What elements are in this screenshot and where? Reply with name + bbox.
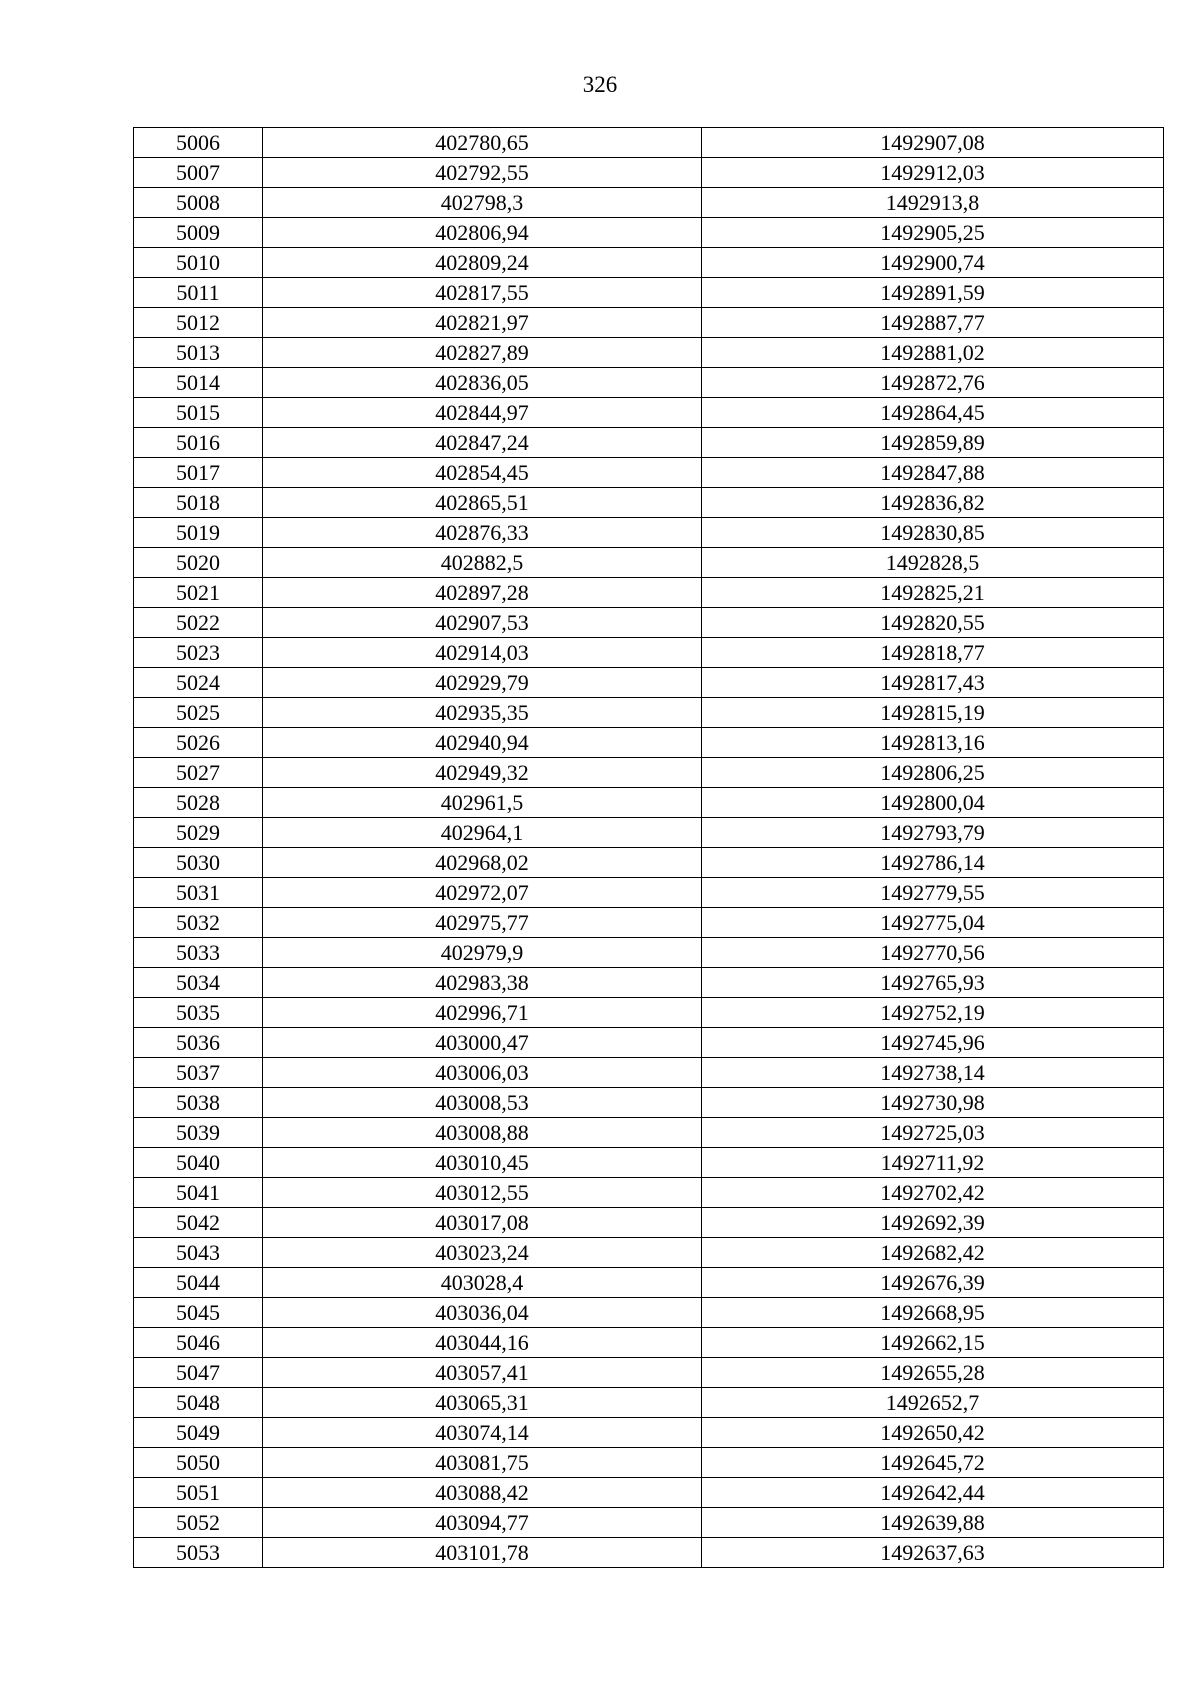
y-coordinate-cell: 1492905,25 bbox=[702, 218, 1164, 248]
y-coordinate-cell: 1492912,03 bbox=[702, 158, 1164, 188]
x-coordinate-cell: 402940,94 bbox=[263, 728, 702, 758]
point-number-cell: 5030 bbox=[134, 848, 263, 878]
point-number-cell: 5038 bbox=[134, 1088, 263, 1118]
x-coordinate-cell: 402914,03 bbox=[263, 638, 702, 668]
table-row bbox=[134, 1508, 1164, 1538]
x-coordinate-cell: 403094,77 bbox=[263, 1508, 702, 1538]
point-number-cell: 5024 bbox=[134, 668, 263, 698]
table-row bbox=[134, 248, 1164, 278]
y-coordinate-cell: 1492655,28 bbox=[702, 1358, 1164, 1388]
point-number-cell: 5008 bbox=[134, 188, 263, 218]
y-coordinate-cell: 1492913,8 bbox=[702, 188, 1164, 218]
y-coordinate-cell: 1492825,21 bbox=[702, 578, 1164, 608]
point-number-cell: 5049 bbox=[134, 1418, 263, 1448]
table-row bbox=[134, 788, 1164, 818]
table-row bbox=[134, 1238, 1164, 1268]
point-number-cell: 5018 bbox=[134, 488, 263, 518]
y-coordinate-cell: 1492779,55 bbox=[702, 878, 1164, 908]
table-row bbox=[134, 578, 1164, 608]
table-row bbox=[134, 1028, 1164, 1058]
x-coordinate-cell: 402949,32 bbox=[263, 758, 702, 788]
point-number-cell: 5029 bbox=[134, 818, 263, 848]
y-coordinate-cell: 1492817,43 bbox=[702, 668, 1164, 698]
x-coordinate-cell: 403017,08 bbox=[263, 1208, 702, 1238]
y-coordinate-cell: 1492745,96 bbox=[702, 1028, 1164, 1058]
point-number-cell: 5037 bbox=[134, 1058, 263, 1088]
y-coordinate-cell: 1492645,72 bbox=[702, 1448, 1164, 1478]
y-coordinate-cell: 1492730,98 bbox=[702, 1088, 1164, 1118]
table-row bbox=[134, 1418, 1164, 1448]
page-number: 326 bbox=[582, 72, 618, 97]
x-coordinate-cell: 402817,55 bbox=[263, 278, 702, 308]
table-row bbox=[134, 488, 1164, 518]
table-row bbox=[134, 128, 1164, 158]
y-coordinate-cell: 1492650,42 bbox=[702, 1418, 1164, 1448]
coordinates-table bbox=[133, 127, 1164, 1568]
point-number-cell: 5040 bbox=[134, 1148, 263, 1178]
point-number-cell: 5046 bbox=[134, 1328, 263, 1358]
table-row bbox=[134, 938, 1164, 968]
y-coordinate-cell: 1492859,89 bbox=[702, 428, 1164, 458]
point-number-cell: 5043 bbox=[134, 1238, 263, 1268]
x-coordinate-cell: 402929,79 bbox=[263, 668, 702, 698]
point-number-cell: 5031 bbox=[134, 878, 263, 908]
table-row bbox=[134, 758, 1164, 788]
table-row bbox=[134, 308, 1164, 338]
x-coordinate-cell: 402806,94 bbox=[263, 218, 702, 248]
y-coordinate-cell: 1492702,42 bbox=[702, 1178, 1164, 1208]
point-number-cell: 5021 bbox=[134, 578, 263, 608]
y-coordinate-cell: 1492836,82 bbox=[702, 488, 1164, 518]
y-coordinate-cell: 1492668,95 bbox=[702, 1298, 1164, 1328]
y-coordinate-cell: 1492907,08 bbox=[702, 128, 1164, 158]
y-coordinate-cell: 1492793,79 bbox=[702, 818, 1164, 848]
x-coordinate-cell: 403008,53 bbox=[263, 1088, 702, 1118]
point-number-cell: 5045 bbox=[134, 1298, 263, 1328]
y-coordinate-cell: 1492806,25 bbox=[702, 758, 1164, 788]
point-number-cell: 5026 bbox=[134, 728, 263, 758]
x-coordinate-cell: 403057,41 bbox=[263, 1358, 702, 1388]
x-coordinate-cell: 402972,07 bbox=[263, 878, 702, 908]
x-coordinate-cell: 403044,16 bbox=[263, 1328, 702, 1358]
point-number-cell: 5052 bbox=[134, 1508, 263, 1538]
x-coordinate-cell: 402983,38 bbox=[263, 968, 702, 998]
y-coordinate-cell: 1492765,93 bbox=[702, 968, 1164, 998]
x-coordinate-cell: 402792,55 bbox=[263, 158, 702, 188]
table-row bbox=[134, 368, 1164, 398]
table-row bbox=[134, 218, 1164, 248]
x-coordinate-cell: 402935,35 bbox=[263, 698, 702, 728]
point-number-cell: 5011 bbox=[134, 278, 263, 308]
point-number-cell: 5022 bbox=[134, 608, 263, 638]
point-number-cell: 5017 bbox=[134, 458, 263, 488]
point-number-cell: 5014 bbox=[134, 368, 263, 398]
point-number-cell: 5019 bbox=[134, 518, 263, 548]
table-row bbox=[134, 998, 1164, 1028]
table-row bbox=[134, 818, 1164, 848]
x-coordinate-cell: 402907,53 bbox=[263, 608, 702, 638]
y-coordinate-cell: 1492820,55 bbox=[702, 608, 1164, 638]
y-coordinate-cell: 1492847,88 bbox=[702, 458, 1164, 488]
point-number-cell: 5048 bbox=[134, 1388, 263, 1418]
point-number-cell: 5025 bbox=[134, 698, 263, 728]
y-coordinate-cell: 1492676,39 bbox=[702, 1268, 1164, 1298]
table-row bbox=[134, 338, 1164, 368]
point-number-cell: 5033 bbox=[134, 938, 263, 968]
y-coordinate-cell: 1492786,14 bbox=[702, 848, 1164, 878]
point-number-cell: 5044 bbox=[134, 1268, 263, 1298]
y-coordinate-cell: 1492642,44 bbox=[702, 1478, 1164, 1508]
y-coordinate-cell: 1492711,92 bbox=[702, 1148, 1164, 1178]
x-coordinate-cell: 403101,78 bbox=[263, 1538, 702, 1568]
y-coordinate-cell: 1492775,04 bbox=[702, 908, 1164, 938]
x-coordinate-cell: 402961,5 bbox=[263, 788, 702, 818]
point-number-cell: 5027 bbox=[134, 758, 263, 788]
y-coordinate-cell: 1492828,5 bbox=[702, 548, 1164, 578]
table-row bbox=[134, 608, 1164, 638]
table-row bbox=[134, 428, 1164, 458]
table-row bbox=[134, 848, 1164, 878]
point-number-cell: 5039 bbox=[134, 1118, 263, 1148]
table-row bbox=[134, 908, 1164, 938]
point-number-cell: 5013 bbox=[134, 338, 263, 368]
table-row bbox=[134, 1088, 1164, 1118]
table-row bbox=[134, 1208, 1164, 1238]
y-coordinate-cell: 1492639,88 bbox=[702, 1508, 1164, 1538]
table-row bbox=[134, 548, 1164, 578]
point-number-cell: 5051 bbox=[134, 1478, 263, 1508]
x-coordinate-cell: 402975,77 bbox=[263, 908, 702, 938]
x-coordinate-cell: 403008,88 bbox=[263, 1118, 702, 1148]
table-row bbox=[134, 878, 1164, 908]
table-row bbox=[134, 188, 1164, 218]
y-coordinate-cell: 1492887,77 bbox=[702, 308, 1164, 338]
x-coordinate-cell: 402865,51 bbox=[263, 488, 702, 518]
y-coordinate-cell: 1492738,14 bbox=[702, 1058, 1164, 1088]
point-number-cell: 5047 bbox=[134, 1358, 263, 1388]
x-coordinate-cell: 402798,3 bbox=[263, 188, 702, 218]
x-coordinate-cell: 402979,9 bbox=[263, 938, 702, 968]
table-row bbox=[134, 968, 1164, 998]
table-row bbox=[134, 278, 1164, 308]
point-number-cell: 5053 bbox=[134, 1538, 263, 1568]
x-coordinate-cell: 402809,24 bbox=[263, 248, 702, 278]
table-row bbox=[134, 638, 1164, 668]
x-coordinate-cell: 402847,24 bbox=[263, 428, 702, 458]
x-coordinate-cell: 402836,05 bbox=[263, 368, 702, 398]
x-coordinate-cell: 403006,03 bbox=[263, 1058, 702, 1088]
x-coordinate-cell: 402968,02 bbox=[263, 848, 702, 878]
point-number-cell: 5012 bbox=[134, 308, 263, 338]
y-coordinate-cell: 1492818,77 bbox=[702, 638, 1164, 668]
point-number-cell: 5028 bbox=[134, 788, 263, 818]
y-coordinate-cell: 1492891,59 bbox=[702, 278, 1164, 308]
x-coordinate-cell: 403010,45 bbox=[263, 1148, 702, 1178]
coordinates-table-body bbox=[134, 128, 1164, 1568]
table-row bbox=[134, 1298, 1164, 1328]
point-number-cell: 5010 bbox=[134, 248, 263, 278]
y-coordinate-cell: 1492770,56 bbox=[702, 938, 1164, 968]
table-row bbox=[134, 698, 1164, 728]
x-coordinate-cell: 402964,1 bbox=[263, 818, 702, 848]
table-row bbox=[134, 1118, 1164, 1148]
x-coordinate-cell: 403081,75 bbox=[263, 1448, 702, 1478]
y-coordinate-cell: 1492692,39 bbox=[702, 1208, 1164, 1238]
x-coordinate-cell: 402897,28 bbox=[263, 578, 702, 608]
y-coordinate-cell: 1492652,7 bbox=[702, 1388, 1164, 1418]
point-number-cell: 5007 bbox=[134, 158, 263, 188]
point-number-cell: 5020 bbox=[134, 548, 263, 578]
point-number-cell: 5009 bbox=[134, 218, 263, 248]
table-row bbox=[134, 1058, 1164, 1088]
y-coordinate-cell: 1492800,04 bbox=[702, 788, 1164, 818]
point-number-cell: 5035 bbox=[134, 998, 263, 1028]
y-coordinate-cell: 1492725,03 bbox=[702, 1118, 1164, 1148]
point-number-cell: 5032 bbox=[134, 908, 263, 938]
x-coordinate-cell: 402844,97 bbox=[263, 398, 702, 428]
y-coordinate-cell: 1492900,74 bbox=[702, 248, 1164, 278]
point-number-cell: 5023 bbox=[134, 638, 263, 668]
y-coordinate-cell: 1492881,02 bbox=[702, 338, 1164, 368]
x-coordinate-cell: 403065,31 bbox=[263, 1388, 702, 1418]
y-coordinate-cell: 1492864,45 bbox=[702, 398, 1164, 428]
point-number-cell: 5042 bbox=[134, 1208, 263, 1238]
y-coordinate-cell: 1492752,19 bbox=[702, 998, 1164, 1028]
x-coordinate-cell: 403023,24 bbox=[263, 1238, 702, 1268]
x-coordinate-cell: 403028,4 bbox=[263, 1268, 702, 1298]
x-coordinate-cell: 402882,5 bbox=[263, 548, 702, 578]
x-coordinate-cell: 402780,65 bbox=[263, 128, 702, 158]
y-coordinate-cell: 1492682,42 bbox=[702, 1238, 1164, 1268]
x-coordinate-cell: 402996,71 bbox=[263, 998, 702, 1028]
y-coordinate-cell: 1492830,85 bbox=[702, 518, 1164, 548]
table-row bbox=[134, 1478, 1164, 1508]
table-row bbox=[134, 1268, 1164, 1298]
x-coordinate-cell: 403088,42 bbox=[263, 1478, 702, 1508]
table-row bbox=[134, 728, 1164, 758]
x-coordinate-cell: 403036,04 bbox=[263, 1298, 702, 1328]
y-coordinate-cell: 1492637,63 bbox=[702, 1538, 1164, 1568]
y-coordinate-cell: 1492815,19 bbox=[702, 698, 1164, 728]
point-number-cell: 5006 bbox=[134, 128, 263, 158]
point-number-cell: 5034 bbox=[134, 968, 263, 998]
table-row bbox=[134, 1148, 1164, 1178]
x-coordinate-cell: 403074,14 bbox=[263, 1418, 702, 1448]
table-row bbox=[134, 158, 1164, 188]
x-coordinate-cell: 403012,55 bbox=[263, 1178, 702, 1208]
table-row bbox=[134, 1448, 1164, 1478]
x-coordinate-cell: 402876,33 bbox=[263, 518, 702, 548]
y-coordinate-cell: 1492813,16 bbox=[702, 728, 1164, 758]
table-row bbox=[134, 458, 1164, 488]
x-coordinate-cell: 402821,97 bbox=[263, 308, 702, 338]
table-row bbox=[134, 398, 1164, 428]
table-row bbox=[134, 1388, 1164, 1418]
point-number-cell: 5041 bbox=[134, 1178, 263, 1208]
table-row bbox=[134, 1178, 1164, 1208]
point-number-cell: 5015 bbox=[134, 398, 263, 428]
point-number-cell: 5016 bbox=[134, 428, 263, 458]
x-coordinate-cell: 402854,45 bbox=[263, 458, 702, 488]
table-row bbox=[134, 518, 1164, 548]
y-coordinate-cell: 1492872,76 bbox=[702, 368, 1164, 398]
point-number-cell: 5036 bbox=[134, 1028, 263, 1058]
table-row bbox=[134, 1358, 1164, 1388]
table-row bbox=[134, 1538, 1164, 1568]
y-coordinate-cell: 1492662,15 bbox=[702, 1328, 1164, 1358]
table-row bbox=[134, 668, 1164, 698]
x-coordinate-cell: 403000,47 bbox=[263, 1028, 702, 1058]
x-coordinate-cell: 402827,89 bbox=[263, 338, 702, 368]
table-row bbox=[134, 1328, 1164, 1358]
point-number-cell: 5050 bbox=[134, 1448, 263, 1478]
